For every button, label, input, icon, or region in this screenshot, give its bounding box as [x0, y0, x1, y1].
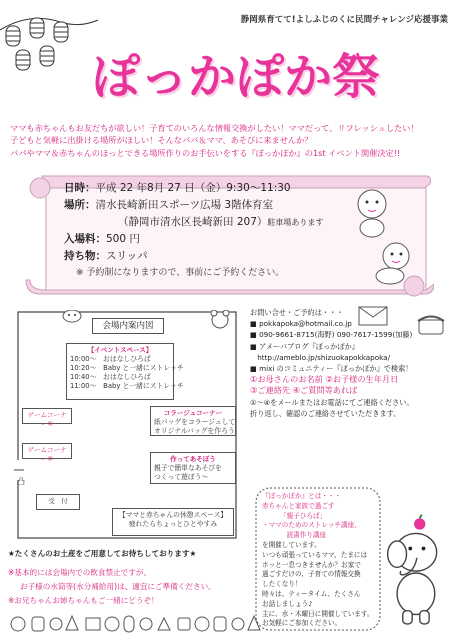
rest-name: 【ママと赤ちゃんの休憩スペース】: [118, 511, 228, 519]
address-value: （静岡市清水区長崎新田 207）: [118, 216, 268, 228]
intro-text: [10, 122, 444, 159]
bring-label: 持ち物：: [64, 250, 106, 262]
craft-desc: つくって遊ぼう～: [154, 472, 209, 481]
contact-blog-url: [250, 352, 450, 363]
about-line: 赤ちゃんと家族で過ごす: [262, 501, 335, 510]
intro-line: 子どもと気軽に出掛ける場所がほしい！そんなパパ＆ママ、あそびに来ませんか？: [10, 135, 313, 146]
contact-mixi: ■ mixi のコミュニティー『ぽっかぽか』で検索！: [250, 364, 413, 374]
date-label: 日時：: [64, 182, 96, 194]
collage-desc: 紙バッグをコラージュして: [154, 417, 236, 426]
blog-url: http://ameblo.jp/shizuokapokkapoka/: [257, 352, 390, 362]
event-space-box: [66, 343, 184, 400]
intro-line: ママも赤ちゃんもお友だちが欲しい！子育てのいろんな情報交換がしたい！ママだって、リフレッシュしたい！: [10, 123, 419, 133]
event-info: [64, 180, 364, 282]
fee-value: 500 円: [106, 233, 140, 245]
parking-note: 駐車場あります: [267, 218, 324, 227]
contact-blog: ■ アメーバブログ『ぽっかぽか』: [250, 341, 359, 351]
fee-row: [64, 231, 364, 248]
blog-label: アメーバブログ『ぽっかぽか』: [259, 341, 359, 351]
toys-decoration: [8, 612, 266, 634]
collage-name: コラージュコーナー: [163, 409, 223, 417]
about-line: 『ぽっかぽか』とは・・・: [262, 492, 342, 500]
address-row: [64, 214, 364, 231]
collage-corner: [150, 406, 236, 436]
place-label: 場所：: [64, 199, 96, 211]
phone-value: 090-9661-8715(海野) 090-7617-1599(加藤): [259, 330, 413, 340]
note-line: お子様の水筒等(水分補給用)は、適宜にご準備ください。: [20, 582, 216, 591]
contact-instruction: 折り返し、確認のご連絡させていただきます。: [250, 408, 401, 418]
about-line: 「親子ひろば」: [280, 511, 327, 520]
note-line: ※基本的には会場内での飲食禁止ですが、: [8, 568, 152, 577]
date-row: [64, 180, 364, 197]
email-value: pokkapoka@hotmail.co.jp: [259, 319, 352, 329]
page-title: ぽっかぽか祭: [91, 49, 380, 105]
about-line: を開催しています。: [262, 540, 321, 549]
game-corner-1: [22, 408, 72, 428]
contact-email: ■ pokkapoka@hotmail.co.jp: [250, 319, 352, 329]
reservation-note: ※ 予約制になりますので、事前にご予約ください。: [76, 268, 285, 278]
required-items: ③ご連絡先 ④ご質問等あれば: [250, 385, 358, 396]
about-line: いつも頑張っているママ、たまには: [262, 550, 368, 559]
lantern-icon: [54, 22, 68, 42]
lantern-icon: [6, 26, 20, 46]
organizer-line: 静岡県育てて!よしふじのくに民間チャレンジ応援事業: [240, 15, 448, 25]
about-line: ・ママのためのストレッチ講座、: [262, 521, 361, 530]
lantern-icon: [40, 46, 54, 66]
about-line: 主に、水・木曜日に開催しています。: [262, 609, 374, 618]
game-corner-2-label: ゲームコーナー②: [27, 446, 67, 463]
craft-name: 作ってあそぼう: [170, 455, 216, 463]
rest-desc: 疲れたらちょっとひとやすみ: [128, 520, 218, 529]
schedule-item: 10:00～ おはなしひろば: [70, 354, 151, 363]
about-line: 時々は、ティータイム、たくさん: [262, 589, 361, 598]
map-symbol: 凸: [17, 477, 25, 486]
mascot-icon: [382, 512, 448, 634]
cat-icon: [63, 310, 81, 322]
game-corner-2: [22, 443, 72, 463]
date-value: 平成 22 年8月 27 日（金）9:30～11:30: [95, 182, 291, 194]
about-line: したくなり！: [262, 580, 302, 589]
schedule-item: 11:00～ Baby と一緒にストレッチ: [70, 382, 184, 391]
game-corner-1-label: ゲームコーナー①: [27, 411, 67, 428]
contact-heading: お問い合せ・ご予約は・・・: [250, 308, 344, 317]
map-title: 会場内案内図: [92, 318, 164, 334]
craft-desc: 親子で簡単なあそびを: [154, 463, 222, 472]
collage-desc: オリジナルバッグを作ろう: [154, 426, 235, 435]
bring-value: スリッパ: [106, 250, 148, 262]
schedule-item: 10:40～ おはなしひろば: [70, 372, 151, 381]
required-items: ①お母さんのお名前 ②お子様の生年月日: [250, 374, 399, 385]
note-line: ※お兄ちゃんお姉ちゃんもご一緒にどうぞ！: [8, 596, 159, 605]
intro-line: パパやママ＆赤ちゃんのほっとできる場所作りのお手伝いをする『ぽっかぽか』の1st イベント開催決定!!: [10, 147, 401, 158]
notes-section: [8, 566, 252, 608]
reception-label: 受 付: [48, 497, 68, 505]
souvenir-line: ★たくさんのお土産をご用意してお待ちしております★: [8, 549, 197, 558]
contact-section: [250, 307, 450, 419]
event-space-header: 【イベントスペース】: [87, 346, 153, 354]
about-line: 過ごすだけの、子育ての情報交換: [262, 570, 361, 579]
contact-phone: ■ 090-9661-8715(海野) 090-7617-1599(加藤): [250, 330, 413, 340]
bring-row: [64, 248, 364, 265]
lantern-icon: [30, 18, 44, 38]
place-row: [64, 197, 364, 214]
about-line: お話しましょう♪: [262, 599, 313, 608]
schedule-item: 10:20～ Baby と一緒にストレッチ: [70, 363, 184, 372]
lanterns-decoration: [0, 0, 100, 100]
contact-instruction: ①～④をメールまたはお電話にてご連絡ください。: [250, 397, 414, 407]
rest-space: [112, 508, 234, 536]
bear-icon: [211, 310, 229, 328]
lantern-icon: [16, 50, 30, 70]
about-line: ホッと一息つきませんか？お家で: [262, 560, 361, 569]
place-value: 清水長崎新田スポーツ広場 3階体育室: [95, 199, 274, 211]
about-line: 読書作り講座: [280, 531, 327, 540]
reception-desk: [36, 494, 80, 510]
craft-corner: [150, 452, 236, 484]
about-text: [262, 492, 378, 629]
fee-label: 入場料：: [64, 233, 106, 245]
mixi-value: mixi のコミュニティー『ぽっかぽか』で検索！: [259, 364, 413, 374]
about-line: お気軽にご参加ください。: [262, 619, 342, 628]
